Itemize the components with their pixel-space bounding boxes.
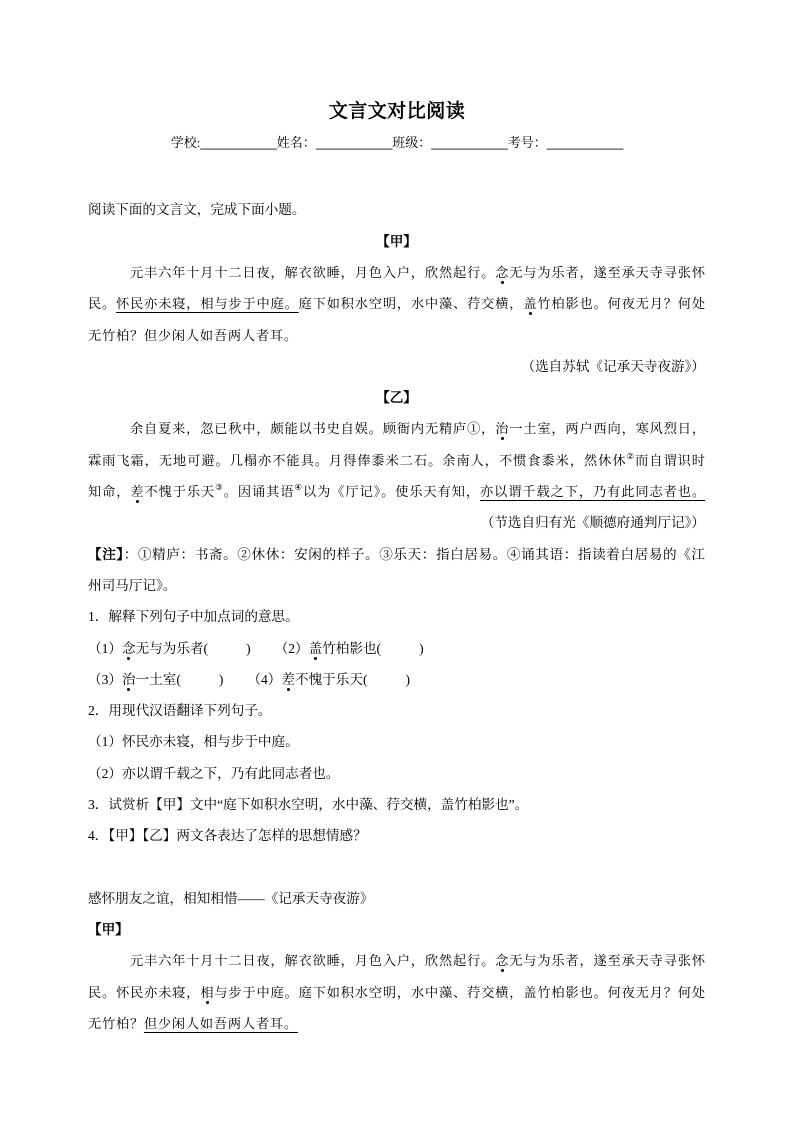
page-title: 文言文对比阅读 xyxy=(328,101,466,122)
text-segment: 竹柏影也( xyxy=(322,640,382,656)
passage-a-heading: 【甲】 xyxy=(376,233,417,249)
dotted-word: 念 xyxy=(121,640,136,656)
dotted-word: 治 xyxy=(495,421,510,437)
dotted-word: 差 xyxy=(281,671,295,687)
school-blank: ___________ xyxy=(200,136,277,150)
appendix-line-3 xyxy=(88,1008,705,1039)
question-2-stem: 2．用现代汉语翻译下列句子。 xyxy=(88,703,272,719)
dotted-word: 差 xyxy=(130,484,145,500)
notes-label: 【注】 xyxy=(88,546,124,562)
passage-a-source: （选自苏轼《记承天寺夜游》） xyxy=(521,358,705,374)
question-1-row-1 xyxy=(88,633,705,664)
reading-instruction: 阅读下面的文言文，完成下面小题。 xyxy=(88,202,306,218)
text-segment: 民。怀民亦未寝， xyxy=(88,984,201,1000)
text-segment: 余自夏来，忽已秋中，颇能以书史自娱。顾衙内无精庐①， xyxy=(130,421,496,437)
text-segment: 无与为乐者，遂至承天寺寻张怀 xyxy=(509,264,706,280)
text-segment: 以为《厅记》。使乐天有知， xyxy=(302,484,480,500)
footnote-marker: ④ xyxy=(294,482,303,493)
footnote-marker: ③ xyxy=(215,482,224,493)
notes-line-1 xyxy=(88,539,705,570)
item-number: （4） xyxy=(247,671,282,687)
text-segment: 元丰六年十月十二日夜，解衣欲睡，月色入户，欣然起行。 xyxy=(130,264,496,280)
appendix-line-2 xyxy=(88,977,705,1008)
exam-number-blank: ___________ xyxy=(546,136,624,150)
text-segment: 霖雨飞霜，无地可避。几榻亦不能具。月得俸黍米二石。余南人，不惯食黍米，然休休 xyxy=(88,452,627,468)
text-segment: 元丰六年十月十二日夜，解衣欲睡，月色入户，欣然起行。 xyxy=(130,953,496,969)
passage-a-line-2 xyxy=(88,288,705,319)
dotted-word: 盖 xyxy=(308,640,323,656)
notes-line-2: 州司马厅记》。 xyxy=(88,577,177,593)
text-segment: 一土室( xyxy=(135,671,181,687)
text-segment: 而自谓识时 xyxy=(635,452,705,468)
text-segment: 与步于中庭。庭下如积水空明，水中藻、荇交横，盖竹柏影也。何夜无月？何处 xyxy=(214,984,706,1000)
document-body xyxy=(88,194,705,1039)
text-segment: 竹柏影也。何夜无月？何处 xyxy=(537,296,706,312)
text-segment: ：①精庐：书斋。②休休：安闲的样子。③乐天：指白居易。④诵其语：指读着白居易的《江 xyxy=(123,546,706,562)
footnote-marker: ② xyxy=(626,450,636,461)
text-segment: 不愧于乐天( xyxy=(295,671,368,687)
text-segment: 不愧于乐天 xyxy=(144,484,216,500)
text-segment: 。因诵其语 xyxy=(223,484,295,500)
passage-b-line-2 xyxy=(88,445,705,476)
dotted-word: 盖 xyxy=(523,296,538,312)
student-info-line xyxy=(0,133,794,153)
item-number: （3） xyxy=(88,671,122,687)
question-1-row-2 xyxy=(88,664,705,695)
passage-a-line-3 xyxy=(88,320,705,351)
dotted-word: 念 xyxy=(495,264,510,280)
question-1-stem: 1．解释下列句子中加点词的意思。 xyxy=(88,609,299,625)
school-label: 学校: xyxy=(170,135,201,150)
dotted-word: 念 xyxy=(495,953,510,969)
text-segment: 无与为乐者，遂至承天寺寻张怀 xyxy=(509,953,706,969)
text-segment: ) xyxy=(218,671,224,687)
underlined-sentence: 怀民亦未寝，相与步于中庭。 xyxy=(116,296,299,312)
appendix-heading: 【甲】 xyxy=(88,922,129,938)
passage-b-line-3 xyxy=(88,476,705,507)
text-segment: 无竹柏？但少闲人如吾两人者耳。 xyxy=(88,327,298,343)
class-blank: ___________ xyxy=(431,136,508,150)
item-number: （1） xyxy=(88,640,122,656)
dotted-word: 治 xyxy=(121,671,136,687)
underlined-sentence: 亦以谓千载之下，乃有此同志者也。 xyxy=(479,484,706,500)
appendix-title: 感怀朋友之谊，相知相惜——《记承天寺夜游》 xyxy=(88,890,374,906)
text-segment: 民。 xyxy=(88,296,117,312)
text-segment: ) xyxy=(246,640,251,656)
class-label: 班级： xyxy=(392,135,432,150)
text-segment: ) xyxy=(405,671,411,687)
text-segment: 无与为乐者( xyxy=(135,640,209,656)
passage-a-line-1 xyxy=(88,257,705,288)
question-2-item-2: （2）亦以谓千载之下，乃有此同志者也。 xyxy=(88,765,340,781)
dotted-word: 相 xyxy=(200,984,215,1000)
text-segment: ) xyxy=(419,640,424,656)
appendix-line-1 xyxy=(88,945,705,976)
question-3-stem: 3．试赏析【甲】文中“庭下如积水空明，水中藻、荇交横，盖竹柏影也”。 xyxy=(88,796,529,812)
passage-b-heading: 【乙】 xyxy=(376,390,417,406)
name-label: 姓名： xyxy=(276,135,316,150)
text-segment: 一土室，两户西向，寒风烈日， xyxy=(509,421,706,437)
text-segment: 庭下如积水空明，水中藻、荇交横， xyxy=(298,296,524,312)
name-blank: ___________ xyxy=(315,136,393,150)
passage-b-source: （节选自归有光《顺德府通判厅记》） xyxy=(480,515,705,531)
question-4-stem: 4．【甲】【乙】两文各表达了怎样的思想情感？ xyxy=(88,828,367,844)
underlined-sentence: 但少闲人如吾两人者耳。 xyxy=(143,1016,298,1032)
item-number: （2） xyxy=(274,640,309,656)
question-2-item-1: （1）怀民亦未寝，相与步于中庭。 xyxy=(88,734,299,750)
text-segment: 知命， xyxy=(88,484,131,500)
text-segment: 无竹柏？ xyxy=(88,1016,144,1032)
exam-number-label: 考号： xyxy=(507,135,547,150)
passage-b-line-1 xyxy=(88,413,705,444)
